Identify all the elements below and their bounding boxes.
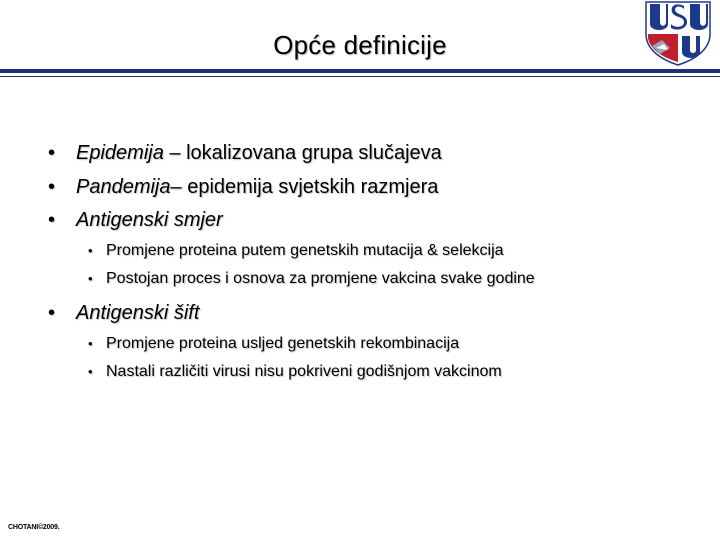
bullet-icon: • <box>48 142 56 164</box>
list-subitem: • Postojan proces i osnova za promjene vakcina svake godine <box>88 270 535 287</box>
list-subitem: • Promjene proteina putem genetskih mutacija & selekcija <box>88 242 504 259</box>
bullet-icon: • <box>88 364 93 379</box>
bullet-icon: • <box>88 243 93 258</box>
slide-title: Opće definicije <box>273 30 447 60</box>
bullet-icon: • <box>48 209 56 231</box>
list-item: • Antigenski šift <box>48 302 200 324</box>
list-item: • Pandemija– epidemija svjetskih razmjera <box>48 176 439 198</box>
list-subitem: • Promjene proteina usljed genetskih rekombinacija <box>88 335 460 352</box>
list-item: • Antigenski smjer <box>48 209 223 231</box>
bullet-icon: • <box>48 176 56 198</box>
list-subitem: • Nastali različiti virusi nisu pokriveni godišnjom vakcinom <box>88 363 502 380</box>
bullet-icon: • <box>48 302 56 324</box>
list-item: • Epidemija – lokalizovana grupa slučajeva <box>48 142 442 164</box>
bullet-icon: • <box>88 336 93 351</box>
bullet-icon: • <box>88 271 93 286</box>
footer-copyright: CHOTANI©2009. <box>8 524 60 531</box>
